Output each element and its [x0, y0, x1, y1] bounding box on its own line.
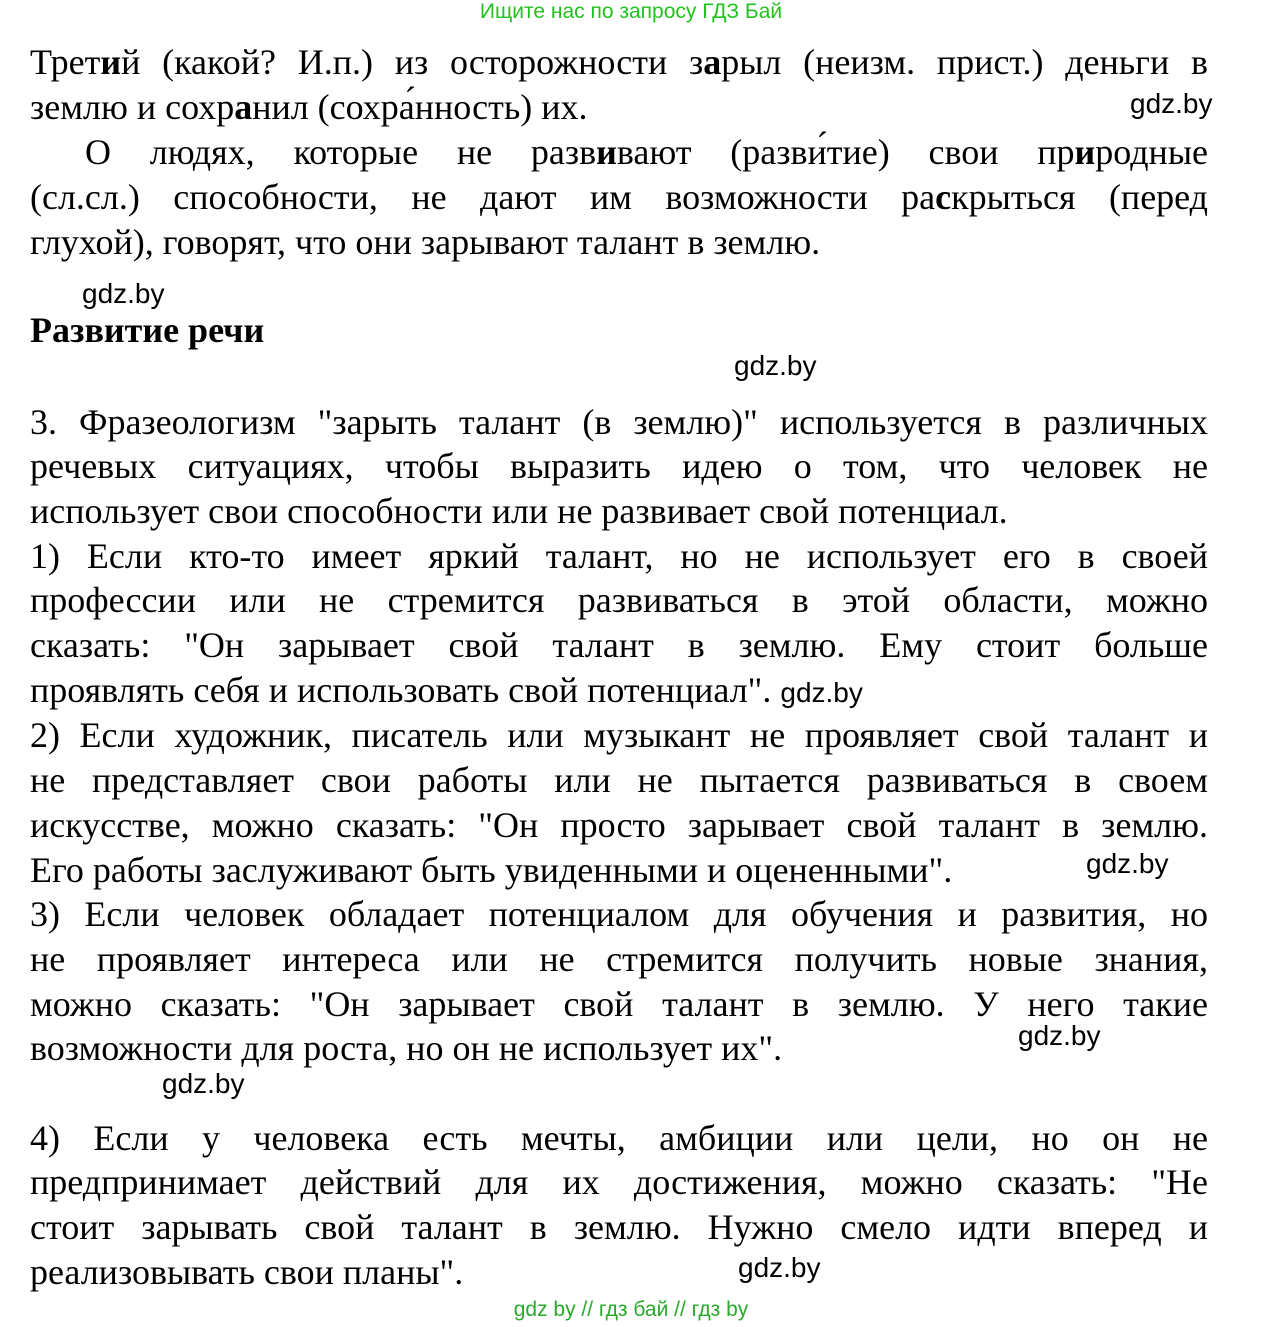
watermark: gdz.by: [1086, 848, 1169, 879]
section-heading: Развитие речи: [30, 310, 265, 350]
paragraph-3-line: использует свои способности или не развивает свой потенциал.: [30, 491, 1008, 531]
item-2-line: Его работы заслуживают быть увиденными и оцененными".: [30, 850, 953, 890]
paragraph-3-line: 3. Фразеологизм "зарыть талант (в землю)" используется в различных: [30, 402, 1208, 442]
watermark: gdz.by: [1130, 88, 1213, 119]
item-4-line: реализовывать свои планы".: [30, 1252, 464, 1292]
watermark: gdz.by: [738, 1252, 821, 1283]
paragraph-3-line: речевых ситуациях, чтобы выразить идею о том, что человек не: [30, 446, 1208, 486]
intro-line-4: (сл.сл.) способности, не дают им возможности раскрыться (перед: [30, 177, 1208, 217]
item-3-line: 3) Если человек обладает потенциалом для обучения и развития, но: [30, 894, 1208, 934]
item-2-line: не представляет свои работы или не пытается развиваться в своем: [30, 760, 1208, 800]
intro-line-2: землю и сохранил (сохра́нность) их.: [30, 87, 588, 127]
watermark: gdz.by: [1018, 1020, 1101, 1051]
search-hint-header: Ищите нас по запросу ГДЗ Бай: [479, 0, 783, 23]
intro-line-5: глухой), говорят, что они зарывают талант в землю.: [30, 222, 821, 262]
item-3-line: можно сказать: "Он зарывает свой талант в землю. У него такие: [30, 984, 1208, 1024]
item-4-line: предпринимает действий для их достижения, можно сказать: "Не: [30, 1162, 1208, 1202]
item-1-line: сказать: "Он зарывает свой талант в землю. Ему стоит больше: [30, 625, 1208, 665]
item-3-line: возможности для роста, но он не использует их".: [30, 1028, 783, 1068]
intro-line-1: Третий (какой? И.п.) из осторожности зарыл (неизм. прист.) деньги в: [30, 42, 1208, 82]
item-1-line: 1) Если кто-то имеет яркий талант, но не использует его в своей: [30, 536, 1208, 576]
item-4-line: 4) Если у человека есть мечты, амбиции или цели, но он не: [30, 1118, 1208, 1158]
watermark: gdz.by: [82, 278, 165, 309]
watermark: gdz.by: [780, 677, 863, 708]
item-2-line: искусстве, можно сказать: "Он просто зарывает свой талант в землю.: [30, 805, 1208, 845]
footer-links: gdz by // гдз бай // гдз by: [513, 1298, 749, 1321]
item-3-line: не проявляет интереса или не стремится получить новые знания,: [30, 939, 1208, 979]
item-1-line: профессии или не стремится развиваться в этой области, можно: [30, 580, 1208, 620]
item-1-line: проявлять себя и использовать свой потенциал". gdz.by: [30, 670, 863, 710]
watermark: gdz.by: [162, 1068, 245, 1099]
intro-line-3: О людях, которые не развивают (разви́тие) свои природные: [85, 132, 1208, 172]
watermark: gdz.by: [734, 350, 817, 381]
item-2-line: 2) Если художник, писатель или музыкант не проявляет свой талант и: [30, 715, 1208, 755]
item-4-line: стоит зарывать свой талант в землю. Нужно смело идти вперед и: [30, 1207, 1208, 1247]
